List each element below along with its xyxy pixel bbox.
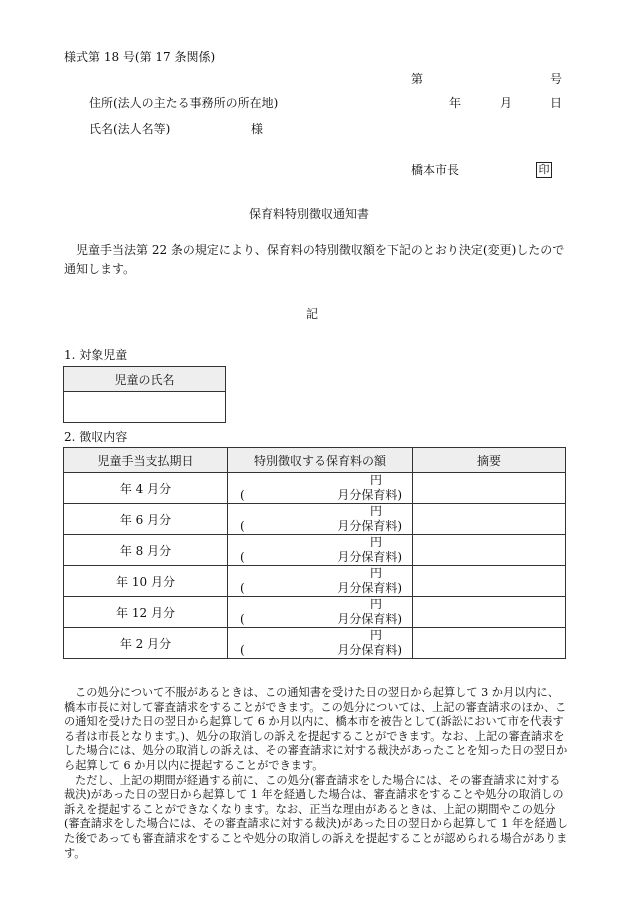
yen-label: 円 — [369, 504, 382, 518]
remarks-header: 摘要 — [413, 448, 566, 473]
number-suffix: 号 — [550, 72, 563, 86]
notice-paragraph-2: ただし、上記の期間が経過する前に、この処分(審査請求をした場合には、その審査請求に対する裁決)があった日の翌日から起算して 1 年を経過した場合は、審査請求をすることや処分の取消しの訴えを提起することができなくなります。なお、正当な理由があるときは、上記の期間やこの処分(審査請求をした場合には、その審査請求に対する裁決)があった日の翌日から起算して 1 年を経過した後であっても審査請求をすることや処分の取消しの訴えを提起することが認められる場合があります。 — [64, 773, 568, 860]
seal-icon: 印 — [536, 162, 552, 178]
paren-open: ( — [240, 612, 245, 626]
issuer: 橋本市長 — [411, 163, 460, 177]
month-fee-label: 月分保育料) — [337, 550, 402, 564]
remarks-cell[interactable] — [413, 504, 566, 535]
table-row — [64, 628, 566, 659]
date-year: 年 — [449, 96, 462, 110]
notice-paragraph-1: この処分について不服があるときは、この通知書を受けた日の翌日から起算して 3 か月以内に、橋本市長に対して審査請求をすることができます。この処分については、上記の審査請求のほか、この通知を受けた日の翌日から起算して 6 か月以内に、橋本市を被告として(訴訟において市を代表する者は市長となります。)、処分の取消しの訴えを提起することができます。なお、上記の審査請求をした場合には、処分の取消しの訴えは、その審査請求に対する裁決があったことを知った日の翌日から起算して 6 か月以内に提起することができます。 — [64, 686, 568, 772]
child-name-cell[interactable] — [64, 392, 226, 423]
name-honorific: 様 — [251, 122, 264, 136]
paren-open: ( — [240, 488, 245, 502]
ki-heading: 記 — [306, 307, 319, 321]
payment-period: 年 12 月分 — [64, 597, 228, 628]
month-fee-label: 月分保育料) — [337, 488, 402, 502]
seal-mark — [536, 162, 552, 178]
month-fee-label: 月分保育料) — [337, 612, 402, 626]
payment-period: 年 4 月分 — [64, 473, 228, 504]
payment-date-header: 児童手当支払期日 — [64, 448, 228, 473]
name-label: 氏名(法人名等) — [89, 122, 171, 136]
remarks-cell[interactable] — [413, 628, 566, 659]
intro-paragraph: 児童手当法第 22 条の規定により、保育料の特別徴収額を下記のとおり決定(変更)したので通知します。 — [64, 243, 565, 276]
month-fee-label: 月分保育料) — [337, 581, 402, 595]
form-id: 様式第 18 号(第 17 条関係) — [64, 50, 216, 64]
appeal-notice — [64, 686, 568, 861]
remarks-cell[interactable] — [413, 566, 566, 597]
date-month: 月 — [500, 96, 513, 110]
table-row — [64, 535, 566, 566]
remarks-cell[interactable] — [413, 597, 566, 628]
paren-open: ( — [240, 519, 245, 533]
yen-label: 円 — [369, 473, 382, 487]
payment-period: 年 6 月分 — [64, 504, 228, 535]
table-row — [64, 473, 566, 504]
paren-open: ( — [240, 643, 245, 657]
payment-period: 年 8 月分 — [64, 535, 228, 566]
fee-amount-cell[interactable] — [228, 473, 413, 504]
document-title: 保育料特別徴収通知書 — [249, 207, 370, 221]
remarks-cell[interactable] — [413, 473, 566, 504]
table-row — [64, 597, 566, 628]
payment-period: 年 10 月分 — [64, 566, 228, 597]
table-row — [64, 566, 566, 597]
yen-label: 円 — [369, 566, 382, 580]
remarks-cell[interactable] — [413, 535, 566, 566]
yen-label: 円 — [369, 535, 382, 549]
fee-amount-header: 特別徴収する保育料の額 — [228, 448, 413, 473]
collection-table — [63, 447, 566, 659]
fee-amount-cell[interactable] — [228, 628, 413, 659]
date-day: 日 — [550, 96, 563, 110]
child-name-header: 児童の氏名 — [64, 367, 226, 392]
paren-open: ( — [240, 581, 245, 595]
table-row — [64, 504, 566, 535]
fee-amount-cell[interactable] — [228, 535, 413, 566]
fee-amount-cell[interactable] — [228, 504, 413, 535]
payment-period: 年 2 月分 — [64, 628, 228, 659]
number-prefix: 第 — [411, 72, 424, 86]
section1-heading: 1. 対象児童 — [64, 348, 128, 362]
yen-label: 円 — [369, 628, 382, 642]
month-fee-label: 月分保育料) — [337, 519, 402, 533]
address-label: 住所(法人の主たる事務所の所在地) — [89, 96, 279, 110]
month-fee-label: 月分保育料) — [337, 643, 402, 657]
fee-amount-cell[interactable] — [228, 597, 413, 628]
paren-open: ( — [240, 550, 245, 564]
section2-heading: 2. 徴収内容 — [64, 430, 128, 444]
yen-label: 円 — [369, 597, 382, 611]
fee-amount-cell[interactable] — [228, 566, 413, 597]
child-table — [63, 366, 226, 423]
